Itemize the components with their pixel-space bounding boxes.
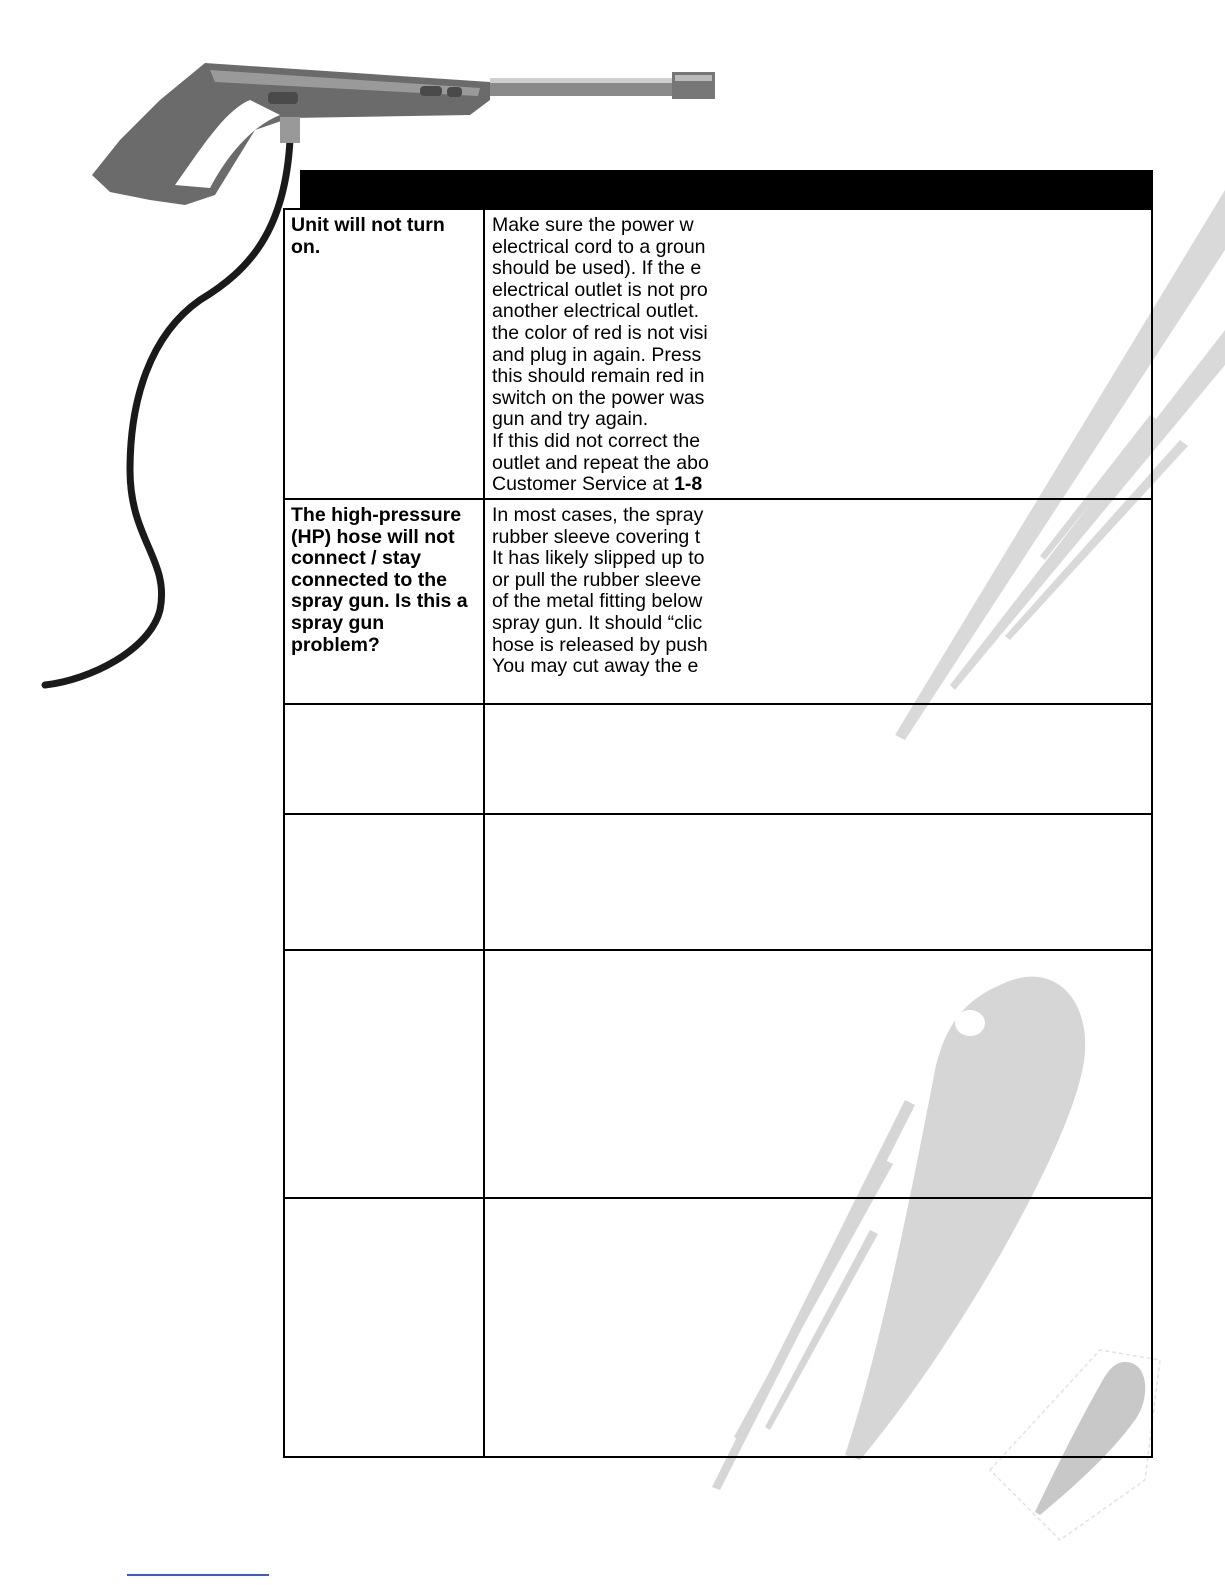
solution-line: electrical outlet is not pro	[492, 279, 708, 301]
troubleshooting-table	[283, 208, 1153, 1458]
solution-line: You may cut away the e	[492, 656, 699, 678]
solution-line: of the metal fitting below	[492, 591, 703, 613]
footer-link-underline[interactable]	[127, 1574, 269, 1576]
solution-line: spray gun. It should “clic	[492, 612, 703, 634]
solution-line: this should remain red in	[492, 366, 705, 388]
solution-line: should be used). If the e	[492, 258, 702, 280]
solution-line: switch on the power was	[492, 387, 705, 409]
table-row	[285, 815, 1151, 951]
table-row	[285, 1199, 1151, 1456]
solution-cell	[485, 210, 1151, 498]
phone-number-fragment: 1-8	[674, 474, 703, 496]
hose	[45, 140, 290, 685]
wand	[490, 78, 675, 96]
problem-cell	[285, 705, 485, 813]
table-row	[285, 210, 1151, 500]
problem-cell: The high-pressure (HP) hose will not connect / stay connected to the spray gun. Is this a spray gun problem?	[285, 500, 485, 703]
solution-cell	[485, 500, 1151, 703]
solution-line: another electrical outlet.	[492, 301, 700, 323]
solution-line: the color of red is not visi	[492, 322, 708, 344]
solution-line: It has likely slipped up to	[492, 548, 705, 570]
solution-cell	[485, 815, 1151, 949]
solution-line: electrical cord to a groun	[492, 236, 706, 258]
solution-cell	[485, 705, 1151, 813]
problem-cell	[285, 951, 485, 1197]
solution-cell	[485, 1199, 1151, 1456]
solution-cell	[485, 951, 1151, 1197]
table-row	[285, 705, 1151, 815]
solution-line: hose is released by push	[492, 634, 708, 656]
table-row	[285, 500, 1151, 705]
table-header-bar	[300, 170, 1153, 209]
nozzle	[672, 72, 715, 99]
problem-cell	[285, 1199, 485, 1456]
problem-cell	[285, 815, 485, 949]
solution-line: and plug in again. Press	[492, 344, 702, 366]
solution-line: In most cases, the spray	[492, 505, 704, 526]
solution-line	[492, 474, 720, 496]
solution-line: outlet and repeat the abo	[492, 452, 709, 474]
table-row	[285, 951, 1151, 1199]
solution-line: gun and try again.	[492, 409, 649, 431]
problem-cell: Unit will not turn on.	[285, 210, 485, 498]
solution-line: Make sure the power w	[492, 215, 694, 236]
solution-line: rubber sleeve covering t	[492, 526, 701, 548]
solution-line: If this did not correct the	[492, 430, 701, 452]
hose-fitting	[280, 117, 300, 143]
solution-line-text: Customer Service at	[492, 474, 675, 496]
solution-line: or pull the rubber sleeve	[492, 569, 702, 591]
